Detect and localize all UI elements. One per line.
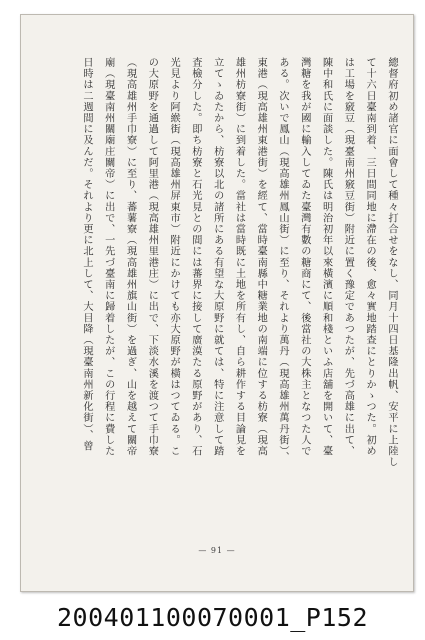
text-column: 雄州枋寮街）に到着した。當社は當時既に土地を所有し、自ら耕作する目論見を (233, 57, 245, 457)
text-column: は工場を竅豆（現臺南州竅豆街）附近に置く豫定であつたが、先づ高雄に出て、 (342, 57, 354, 457)
text-column: 査檢分した。即ち枋寮と石光見との間には蕃界に接して廣漠たる原野があり、石 (189, 57, 201, 457)
text-column: 東港（現高雄州東港街）を經て、當時臺南縣中糖業地の南端に位する枋寮（現高 (255, 57, 267, 457)
text-column: 日時は二週間に及んだ。それより更に北上して、大目降（現臺南州新化街）、曾 (81, 57, 92, 452)
text-column: ある。次いで鳳山（現高雄州鳳山街）に至り、それより萬丹（現高雄州萬丹街）、 (277, 57, 289, 463)
text-column: 立てゝゐたから、枋寮以北の諸所にある有望な大原野に就ては、特に注意して踏 (211, 57, 223, 457)
text-column: 總督府初め諸官に面會して種々打合せをなし、同月十四日基隆出帆、安平に上陸し (385, 57, 397, 468)
text-column: 灣糖を我が國に輸入してゐた臺灣有數の糖商にて、後當社の大株主となつた人で (298, 57, 310, 457)
vertical-text-block (79, 57, 399, 551)
text-column: 陳中和氏に面談した。陳氏は明治初年以來橫濱に順和棧といふ店舖を開いて、臺 (320, 57, 332, 457)
document-page (20, 14, 414, 592)
text-column: （現高雄州手巾寮）に至り、蕃薯寮（現高雄州旗山街）を過ぎ、山を越えて關帝 (124, 57, 136, 457)
image-caption: 200401100070001_P152 (56, 603, 369, 632)
text-column: て十六日臺南到着、三日間同地に滯在の後、愈々實地踏查にとりかゝつた。初め (364, 57, 376, 457)
page-number: — 91 — (198, 546, 236, 555)
text-column: 光見より阿緱街（現高雄州屏東市）附近にかけても亦大原野が橫はつてゐる。こ (168, 57, 180, 457)
text-column: の大原野を通過して阿里港（現高雄州里港庄）に出で、下淡水溪を渡つて手巾寮 (146, 57, 158, 457)
text-column: 廟（現臺南州關廟庄關帝）に出で、一先づ臺南に歸着したが、この行程に費した (102, 57, 114, 457)
